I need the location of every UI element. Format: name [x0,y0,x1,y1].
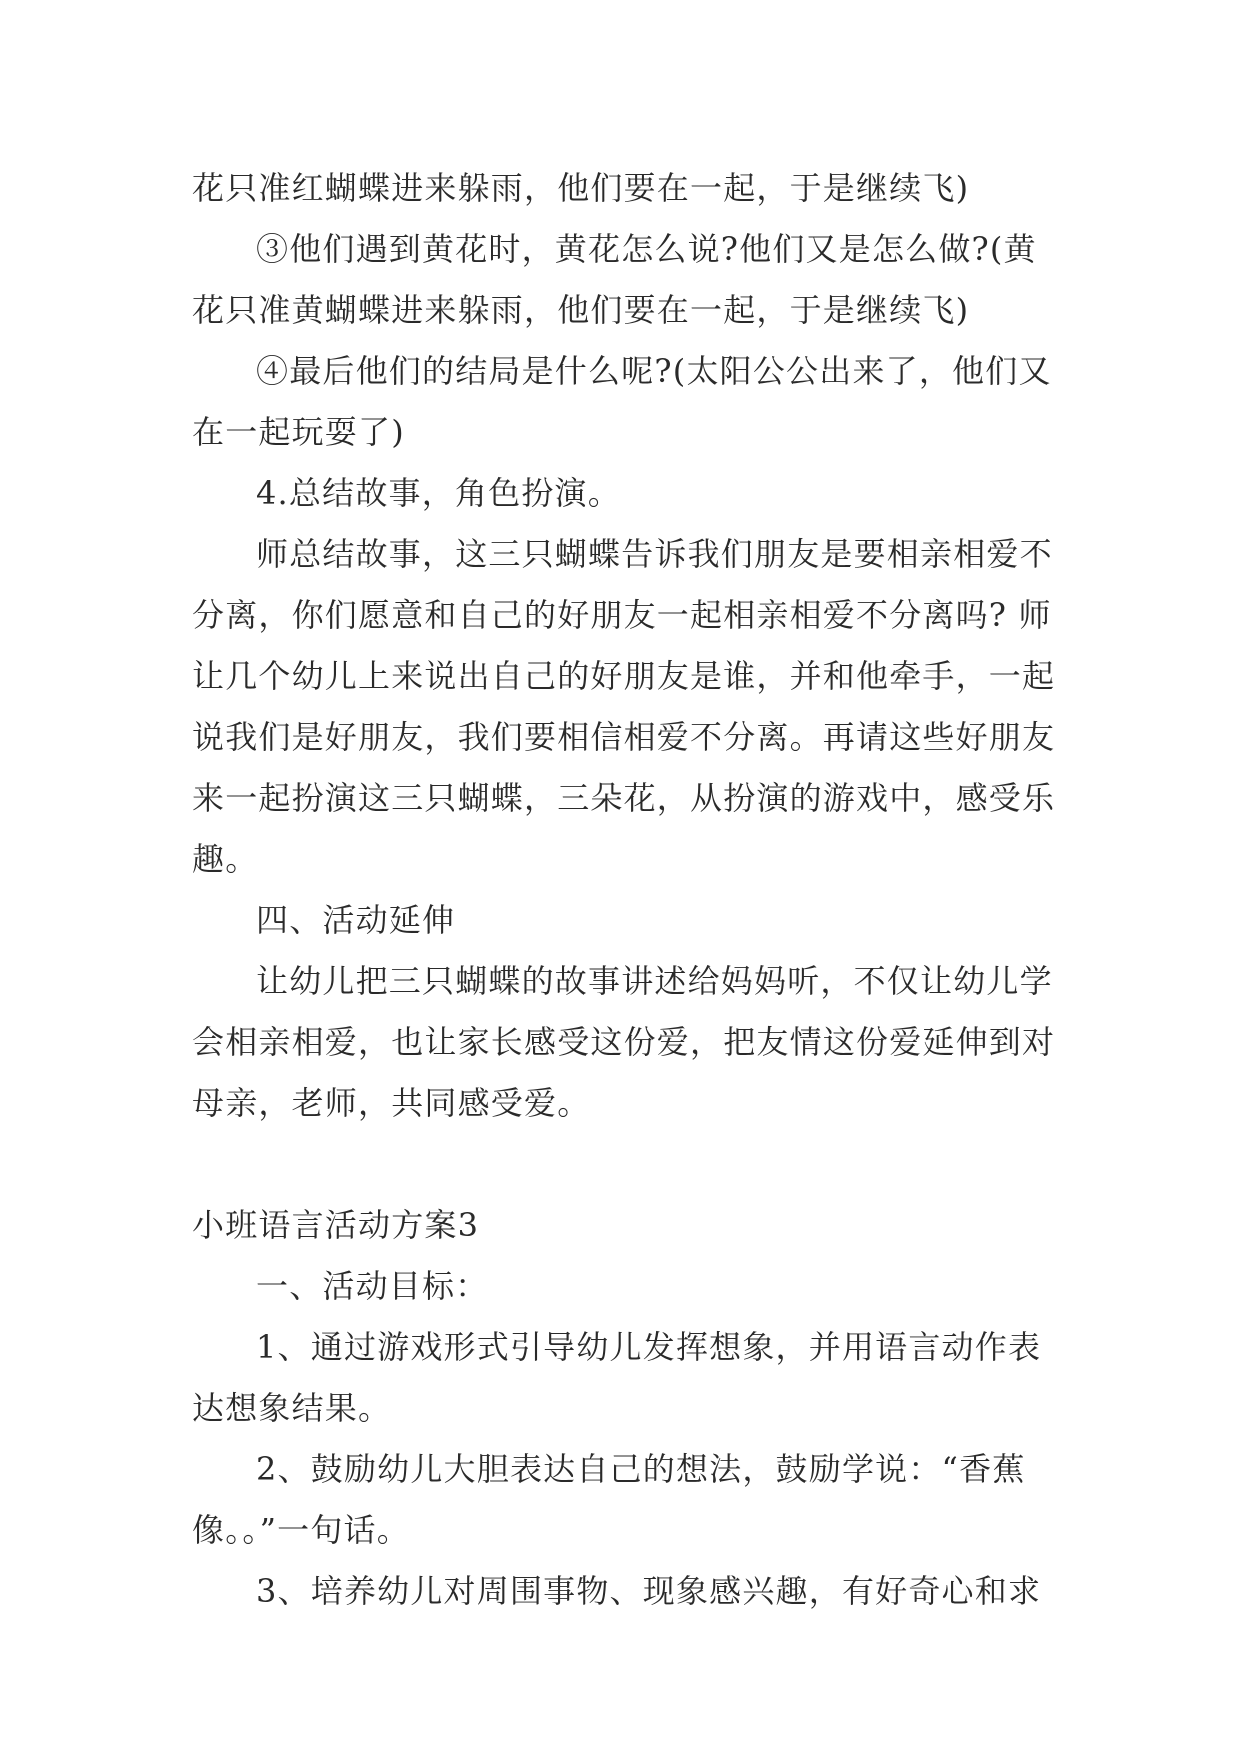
paragraph-line: 母亲，老师，共同感受爱。 [192,1084,591,1122]
list-item: 2、鼓励幼儿大胆表达自己的想法，鼓励学说：“香蕉 [256,1450,1026,1488]
paragraph-line: 说我们是好朋友，我们要相信相爱不分离。再请这些好朋友 [192,718,1056,756]
paragraph-line: 花只准红蝴蝶进来躲雨，他们要在一起，于是继续飞) [192,169,970,207]
paragraph-line: 像。。”一句话。 [192,1511,410,1549]
document-page [192,158,1056,1622]
list-item: 1、通过游戏形式引导幼儿发挥想象，并用语言动作表 [256,1328,1042,1366]
paragraph-line: 花只准黄蝴蝶进来躲雨，他们要在一起，于是继续飞) [192,291,970,329]
paragraph-line: 在一起玩耍了) [192,413,405,451]
paragraph-line: 趣。 [192,840,259,878]
document-title: 小班语言活动方案3 [192,1206,480,1244]
list-item: 3、培养幼儿对周围事物、现象感兴趣，有好奇心和求 [256,1572,1042,1610]
paragraph-line: 师总结故事，这三只蝴蝶告诉我们朋友是要相亲相爱不 [256,535,1053,573]
paragraph-line: ④最后他们的结局是什么呢?(太阳公公出来了，他们又 [256,352,1052,390]
paragraph-line: 4.总结故事，角色扮演。 [256,474,621,512]
section-heading: 四、活动延伸 [256,901,456,939]
paragraph-line: 达想象结果。 [192,1389,392,1427]
paragraph-line: 来一起扮演这三只蝴蝶，三朵花，从扮演的游戏中，感受乐 [192,779,1056,817]
paragraph-line: 让几个幼儿上来说出自己的好朋友是谁，并和他牵手，一起 [192,657,1056,695]
paragraph-line: 让幼儿把三只蝴蝶的故事讲述给妈妈听，不仅让幼儿学 [256,962,1053,1000]
paragraph-line: ③他们遇到黄花时，黄花怎么说?他们又是怎么做?(黄 [256,230,1037,268]
paragraph-line: 分离，你们愿意和自己的好朋友一起相亲相爱不分离吗? 师 [192,596,1052,634]
section-heading: 一、活动目标： [256,1267,489,1305]
paragraph-line: 会相亲相爱，也让家长感受这份爱，把友情这份爱延伸到对 [192,1023,1056,1061]
